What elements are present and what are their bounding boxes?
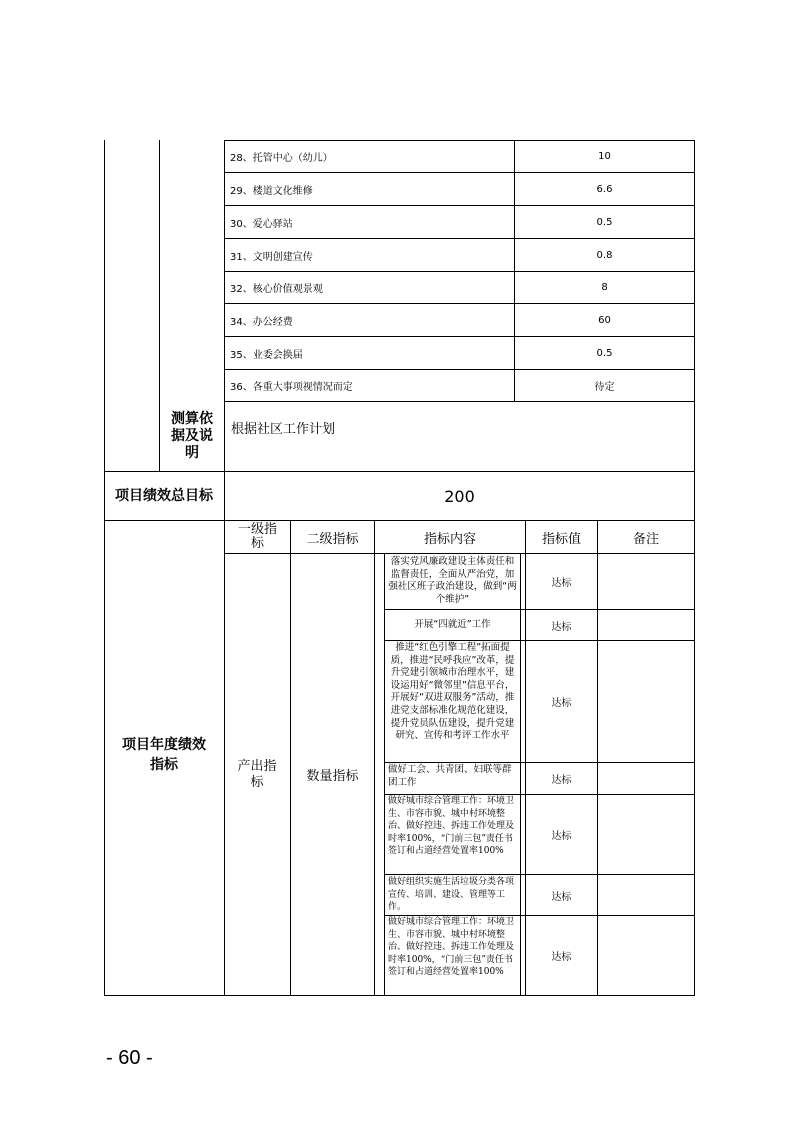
indicator-value: 达标 <box>551 952 572 963</box>
col-line <box>224 140 225 996</box>
item-label: 32、核心价值观景观 <box>230 284 323 295</box>
indicator-value: 达标 <box>551 621 572 633</box>
indicator-content: 做好组织实施生活垃圾分类各项宣传、培训、建设、管理等工作。 <box>388 877 515 913</box>
header-content: 指标内容 <box>423 531 476 547</box>
indicator-content: 做好工会、共青团、妇联等群团工作 <box>388 764 512 788</box>
col-line <box>290 520 291 996</box>
item-value: 6.6 <box>596 183 613 195</box>
indicator-content: 落实党风廉政建设主体责任和监督责任，全面从严治党，加强社区班子政治建设，做到“两个维护” <box>388 556 517 605</box>
table-bottom-line <box>104 995 695 996</box>
table-left-border <box>104 140 105 996</box>
item-label: 31、文明创建宣传 <box>230 251 313 263</box>
indicator-note <box>598 554 694 609</box>
item-label: 28、托管中心（幼儿） <box>230 153 333 164</box>
indicator-content: 做好城市综合管理工作：环境卫生、市容市貌、城中村环境整治、做好控违、拆违工作处理及时率100%，“门前三包”责任书签订和占道经营处置率100% <box>388 917 515 978</box>
item-value: 待定 <box>594 382 615 393</box>
page-number: - 60 - <box>106 1047 153 1069</box>
header-level1: 一级指标 <box>237 522 277 551</box>
indicator-content: 做好城市综合管理工作：环境卫生、市容市貌、城中村环境整治、做好控违、拆违工作处理及时率100%，“门前三包”责任书签订和占道经营处置率100% <box>388 796 515 857</box>
item-label: 35、业委会换届 <box>230 349 303 361</box>
row-line <box>224 401 695 402</box>
item-value: 0.8 <box>596 249 613 261</box>
indicator-value: 达标 <box>551 698 572 709</box>
inner-col-line <box>384 553 385 996</box>
table-right-border <box>694 140 695 996</box>
header-value: 指标值 <box>541 531 581 547</box>
level2-value: 数量指标 <box>306 768 359 784</box>
item-label: 30、爱心驿站 <box>230 218 293 230</box>
indicator-content: 开展“四就近”工作 <box>414 618 491 630</box>
annual-indicator-label: 项目年度绩效指标 <box>122 737 206 773</box>
indicator-value: 达标 <box>551 578 572 589</box>
total-goal-value: 200 <box>444 486 475 506</box>
basis-text: 根据社区工作计划 <box>231 422 336 437</box>
item-label: 34、办公经费 <box>230 316 293 328</box>
indicator-content: 推进“红色引擎工程”拓面提质，推进“民呼我应”改革，提升党建引领城市治理水平，建设运用好“微邻里”信息平台，开展好“双进双服务”活动，推进党支部标准化规范化建设，提升党员队伍建设，提升党建研究、宣传和考评工作水平 <box>390 642 515 742</box>
header-level2: 二级指标 <box>306 531 359 547</box>
inner-col-line <box>520 553 521 996</box>
col-line <box>374 520 375 996</box>
item-value: 0.5 <box>596 347 613 359</box>
indicator-value: 达标 <box>551 891 572 903</box>
item-value: 10 <box>598 151 611 162</box>
item-value: 8 <box>601 282 608 293</box>
item-label: 29、楼道文化维修 <box>230 185 313 197</box>
item-value: 0.5 <box>596 216 613 228</box>
total-goal-label: 项目绩效总目标 <box>115 487 213 504</box>
item-label: 36、各重大事项视情况而定 <box>230 382 353 393</box>
level1-value: 产出指标 <box>237 759 277 790</box>
indicator-value: 达标 <box>551 831 572 842</box>
item-value: 60 <box>598 314 611 326</box>
col-line <box>159 140 160 472</box>
basis-label: 测算依据及说明 <box>171 410 213 461</box>
header-note: 备注 <box>632 531 659 547</box>
indicator-value: 达标 <box>551 775 572 786</box>
